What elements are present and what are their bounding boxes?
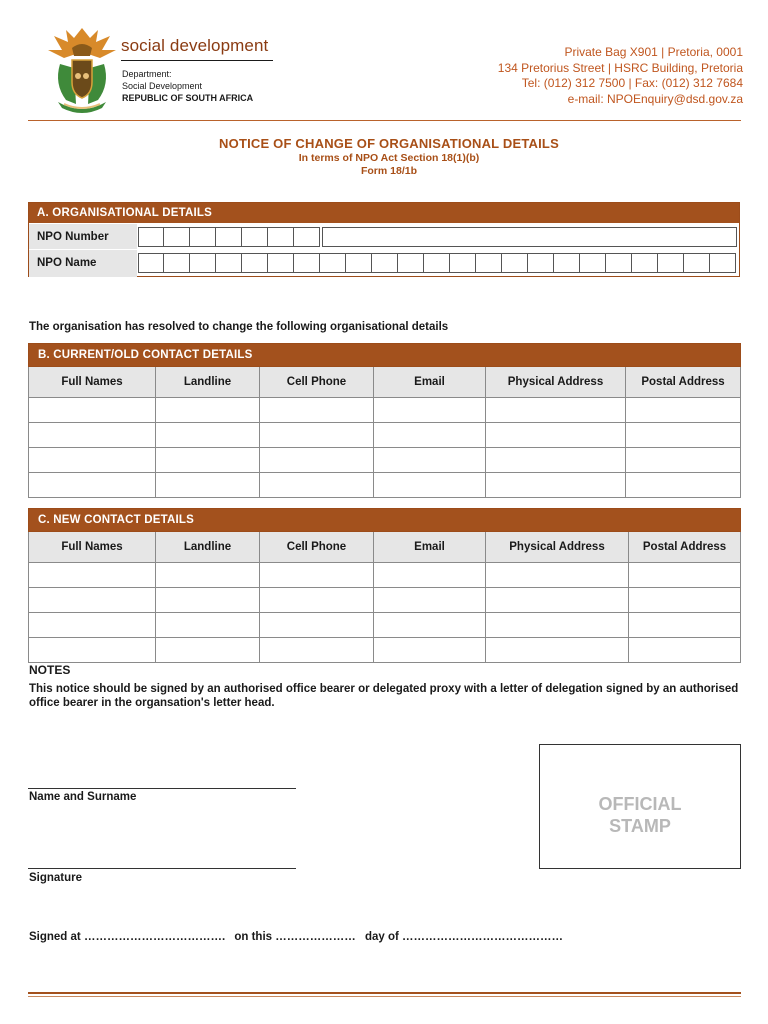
table-cell[interactable] bbox=[156, 398, 260, 423]
table-cell[interactable] bbox=[29, 613, 156, 638]
table-cell[interactable] bbox=[626, 448, 741, 473]
department-block bbox=[122, 68, 253, 104]
table-cell[interactable] bbox=[626, 398, 741, 423]
table-cell[interactable] bbox=[29, 563, 156, 588]
table-cell[interactable] bbox=[486, 638, 629, 663]
col-email: Email bbox=[374, 532, 486, 563]
table-cell[interactable] bbox=[260, 613, 374, 638]
table-cell[interactable] bbox=[486, 473, 626, 498]
table-cell[interactable] bbox=[626, 423, 741, 448]
brand-name: social development bbox=[121, 36, 269, 55]
table-cell[interactable] bbox=[29, 638, 156, 663]
table-cell[interactable] bbox=[156, 638, 260, 663]
form-subtitle: In terms of NPO Act Section 18(1)(b) bbox=[298, 152, 480, 164]
table-row bbox=[29, 398, 741, 423]
contact-street: 134 Pretorius Street | HSRC Building, Pretoria bbox=[497, 60, 743, 75]
table-cell[interactable] bbox=[486, 613, 629, 638]
section-b-heading: B. CURRENT/OLD CONTACT DETAILS bbox=[29, 344, 741, 367]
contact-address: Private Bag X901 | Pretoria, 0001 bbox=[564, 45, 743, 59]
contact-phone: Tel: (012) 312 7500 | Fax: (012) 312 7684 bbox=[521, 76, 743, 90]
char-cell[interactable] bbox=[242, 253, 268, 273]
table-row bbox=[29, 638, 741, 663]
footer-rule bbox=[28, 992, 741, 994]
char-cell[interactable] bbox=[320, 253, 346, 273]
table-cell[interactable] bbox=[260, 398, 374, 423]
name-surname-label: Name and Surname bbox=[29, 791, 137, 803]
name-surname-line[interactable] bbox=[28, 788, 296, 789]
table-cell[interactable] bbox=[156, 613, 260, 638]
table-cell[interactable] bbox=[260, 473, 374, 498]
char-cell[interactable] bbox=[606, 253, 632, 273]
char-cell[interactable] bbox=[268, 227, 294, 247]
signed-at-field[interactable]: Signed at ………………………………. bbox=[29, 931, 226, 943]
table-cell[interactable] bbox=[156, 588, 260, 613]
char-cell[interactable] bbox=[190, 253, 216, 273]
table-cell[interactable] bbox=[486, 588, 629, 613]
char-cell[interactable] bbox=[138, 227, 164, 247]
col-landline: Landline bbox=[156, 367, 260, 398]
day-of-field[interactable]: day of …………………………………… bbox=[364, 931, 564, 943]
table-cell[interactable] bbox=[629, 613, 741, 638]
contact-email: e-mail: NPOEnquiry@dsd.gov.za bbox=[567, 91, 743, 106]
npo-number-field[interactable] bbox=[138, 227, 320, 247]
table-row bbox=[29, 563, 741, 588]
table-cell[interactable] bbox=[486, 423, 626, 448]
table-cell[interactable] bbox=[374, 563, 486, 588]
table-cell[interactable] bbox=[486, 448, 626, 473]
col-cell-phone: Cell Phone bbox=[260, 532, 374, 563]
table-cell[interactable] bbox=[626, 473, 741, 498]
table-cell[interactable] bbox=[29, 448, 156, 473]
table-cell[interactable] bbox=[374, 613, 486, 638]
char-cell[interactable] bbox=[528, 253, 554, 273]
col-landline: Landline bbox=[156, 532, 260, 563]
form-number: Form 18/1b bbox=[360, 165, 418, 177]
table-cell[interactable] bbox=[29, 398, 156, 423]
table-cell[interactable] bbox=[374, 473, 486, 498]
table-cell[interactable] bbox=[156, 473, 260, 498]
col-cell-phone: Cell Phone bbox=[260, 367, 374, 398]
col-email: Email bbox=[374, 367, 486, 398]
dept-line-3: REPUBLIC OF SOUTH AFRICA bbox=[122, 93, 254, 103]
table-cell[interactable] bbox=[260, 588, 374, 613]
col-postal-address: Postal Address bbox=[629, 532, 741, 563]
table-row bbox=[29, 473, 741, 498]
intro-text: The organisation has resolved to change the following organisational details bbox=[29, 321, 449, 333]
signed-at-line bbox=[29, 931, 569, 943]
contact-block bbox=[498, 45, 743, 107]
dept-line-1: Department: bbox=[122, 69, 172, 79]
char-cell[interactable] bbox=[216, 253, 242, 273]
table-cell[interactable] bbox=[260, 563, 374, 588]
table-row bbox=[29, 448, 741, 473]
npo-name-field[interactable] bbox=[138, 253, 736, 273]
col-physical-address: Physical Address bbox=[486, 367, 626, 398]
col-full-names: Full Names bbox=[29, 532, 156, 563]
signature-line[interactable] bbox=[28, 868, 296, 869]
table-cell[interactable] bbox=[260, 448, 374, 473]
signature-label: Signature bbox=[29, 872, 83, 884]
footer-rule-thin bbox=[28, 996, 741, 997]
table-cell[interactable] bbox=[29, 423, 156, 448]
section-c-table bbox=[28, 508, 741, 663]
section-b-table bbox=[28, 343, 741, 498]
coat-of-arms-logo bbox=[44, 24, 120, 114]
char-cell[interactable] bbox=[190, 227, 216, 247]
char-cell[interactable] bbox=[164, 253, 190, 273]
table-cell[interactable] bbox=[629, 563, 741, 588]
col-full-names: Full Names bbox=[29, 367, 156, 398]
table-cell[interactable] bbox=[260, 423, 374, 448]
char-cell[interactable] bbox=[632, 253, 658, 273]
table-cell[interactable] bbox=[486, 563, 629, 588]
stamp-line-2: STAMP bbox=[609, 816, 671, 836]
table-cell[interactable] bbox=[374, 638, 486, 663]
char-cell[interactable] bbox=[658, 253, 684, 273]
char-cell[interactable] bbox=[138, 253, 164, 273]
char-cell[interactable] bbox=[476, 253, 502, 273]
char-cell[interactable] bbox=[268, 253, 294, 273]
table-cell[interactable] bbox=[156, 423, 260, 448]
form-title: NOTICE OF CHANGE OF ORGANISATIONAL DETAILS bbox=[219, 136, 559, 151]
notes-heading: NOTES bbox=[29, 663, 71, 677]
table-cell[interactable] bbox=[629, 638, 741, 663]
stamp-text bbox=[540, 793, 740, 837]
stamp-line-1: OFFICIAL bbox=[598, 794, 682, 814]
brand-divider bbox=[121, 60, 273, 61]
header-rule bbox=[28, 120, 741, 121]
table-cell[interactable] bbox=[374, 588, 486, 613]
char-cell[interactable] bbox=[164, 227, 190, 247]
official-stamp-box[interactable] bbox=[539, 744, 741, 869]
npo-number-extended-field[interactable] bbox=[322, 227, 737, 247]
table-cell[interactable] bbox=[374, 398, 486, 423]
char-cell[interactable] bbox=[398, 253, 424, 273]
dept-line-2: Social Development bbox=[122, 81, 203, 91]
table-cell[interactable] bbox=[374, 423, 486, 448]
section-c-heading: C. NEW CONTACT DETAILS bbox=[29, 509, 741, 532]
char-cell[interactable] bbox=[372, 253, 398, 273]
char-cell[interactable] bbox=[294, 253, 320, 273]
table-row bbox=[29, 588, 741, 613]
table-cell[interactable] bbox=[260, 638, 374, 663]
section-b-rows bbox=[29, 398, 741, 498]
char-cell[interactable] bbox=[684, 253, 710, 273]
table-cell[interactable] bbox=[629, 588, 741, 613]
char-cell[interactable] bbox=[346, 253, 372, 273]
char-cell[interactable] bbox=[216, 227, 242, 247]
char-cell[interactable] bbox=[710, 253, 736, 273]
table-cell[interactable] bbox=[29, 473, 156, 498]
char-cell[interactable] bbox=[242, 227, 268, 247]
table-row bbox=[29, 423, 741, 448]
char-cell[interactable] bbox=[580, 253, 606, 273]
table-cell[interactable] bbox=[156, 563, 260, 588]
char-cell[interactable] bbox=[502, 253, 528, 273]
table-cell[interactable] bbox=[374, 448, 486, 473]
col-postal-address: Postal Address bbox=[626, 367, 741, 398]
table-cell[interactable] bbox=[486, 398, 626, 423]
npo-number-label: NPO Number bbox=[29, 224, 137, 250]
section-a-heading: A. ORGANISATIONAL DETAILS bbox=[29, 203, 739, 223]
npo-name-label: NPO Name bbox=[29, 250, 137, 277]
table-cell[interactable] bbox=[29, 588, 156, 613]
table-row bbox=[29, 613, 741, 638]
char-cell[interactable] bbox=[554, 253, 580, 273]
section-c-rows bbox=[29, 563, 741, 663]
char-cell[interactable] bbox=[424, 253, 450, 273]
char-cell[interactable] bbox=[450, 253, 476, 273]
notes-text: This notice should be signed by an authorised office bearer or delegated proxy with a letter of delegation signed by an authorised office bearer in the organsation's letter head. bbox=[29, 683, 739, 709]
table-cell[interactable] bbox=[156, 448, 260, 473]
on-this-field[interactable]: on this ………………… bbox=[234, 931, 356, 943]
char-cell[interactable] bbox=[294, 227, 320, 247]
section-a bbox=[28, 202, 740, 277]
col-physical-address: Physical Address bbox=[486, 532, 629, 563]
